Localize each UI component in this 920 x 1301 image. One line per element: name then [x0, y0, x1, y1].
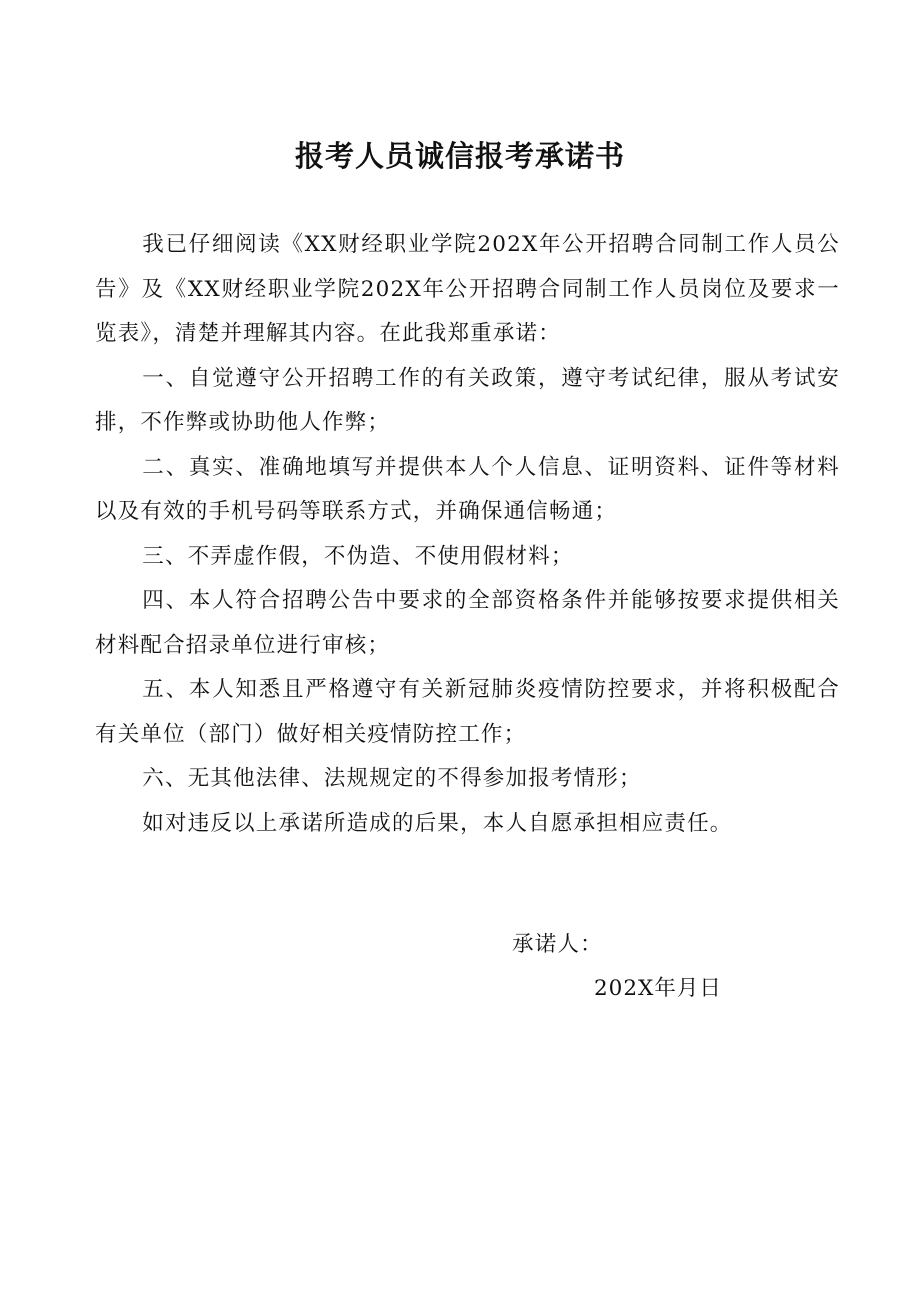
- paragraph-intro: 我已仔细阅读《XX财经职业学院202X年公开招聘合同制工作人员公告》及《XX财经职业学院202X年公开招聘合同制工作人员岗位及要求一览表》，清楚并理解其内容。在此我郑重承诺：: [95, 232, 840, 346]
- document-title: 报考人员诚信报考承诺书: [294, 139, 625, 173]
- document-body: [95, 223, 840, 846]
- date-label: 202X年月日: [594, 976, 722, 1001]
- paragraph-1: 一、自觉遵守公开招聘工作的有关政策，遵守考试纪律，服从考试安排，不作弊或协助他人作弊；: [95, 365, 840, 435]
- paragraph-4: 四、本人符合招聘公告中要求的全部资格条件并能够按要求提供相关材料配合招录单位进行审核；: [95, 588, 840, 658]
- paragraph-2: 二、真实、准确地填写并提供本人个人信息、证明资料、证件等材料以及有效的手机号码等联系方式，并确保通信畅通；: [95, 454, 840, 524]
- paragraph-3: 三、不弄虚作假，不伪造、不使用假材料；: [142, 543, 574, 569]
- paragraph-5: 五、本人知悉且严格遵守有关新冠肺炎疫情防控要求，并将积极配合有关单位（部门）做好相关疫情防控工作；: [95, 677, 840, 747]
- paragraph-6: 六、无其他法律、法规规定的不得参加报考情形；: [142, 766, 642, 791]
- paragraph-conclusion: 如对违反以上承诺所造成的后果，本人自愿承担相应责任。: [142, 810, 733, 836]
- signer-label: 承诺人：: [512, 932, 603, 957]
